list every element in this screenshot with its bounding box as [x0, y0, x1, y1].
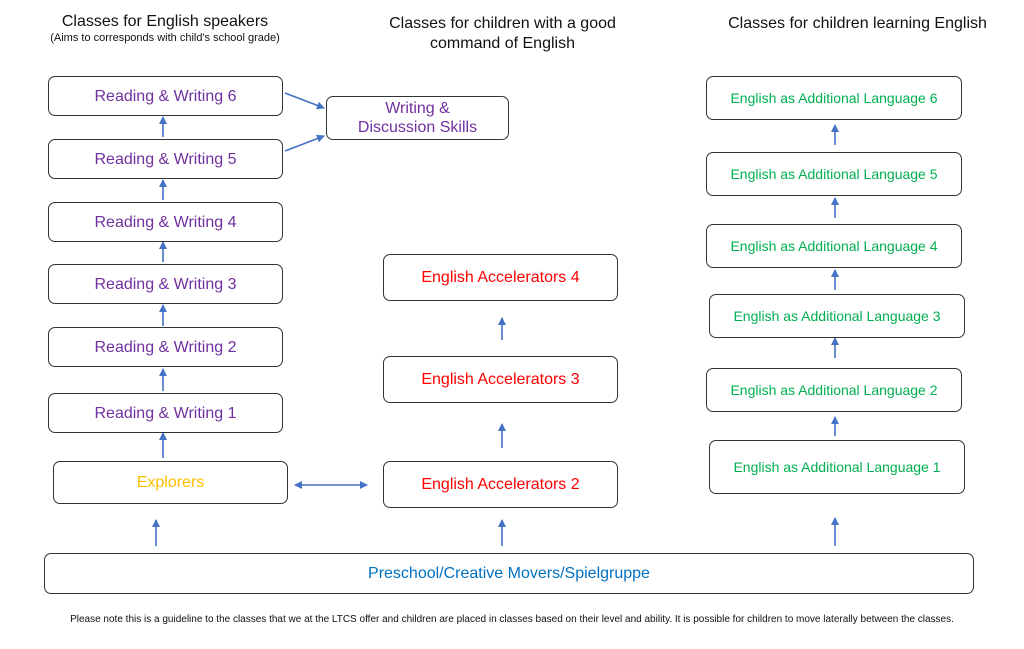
arrow-rw5-to-wd: [285, 136, 324, 151]
footer-note: Please note this is a guideline to the classes that we at the LTCS offer and children are placed in classes based on their level and ability. It is possible for children to move laterally between the classes.: [70, 614, 954, 625]
box-eal-2: English as Additional Language 2: [706, 368, 962, 412]
box-english-accelerators-4: English Accelerators 4: [383, 254, 618, 301]
box-reading-writing-3: Reading & Writing 3: [48, 264, 283, 304]
box-english-accelerators-3: English Accelerators 3: [383, 356, 618, 403]
box-eal-4: English as Additional Language 4: [706, 224, 962, 268]
box-reading-writing-2: Reading & Writing 2: [48, 327, 283, 367]
header-learning-english: Classes for children learning English: [728, 15, 987, 32]
box-reading-writing-1: Reading & Writing 1: [48, 393, 283, 433]
header-english-speakers-subtitle: (Aims to corresponds with child's school grade): [50, 32, 280, 44]
box-preschool: Preschool/Creative Movers/Spielgruppe: [44, 553, 974, 594]
box-reading-writing-4: Reading & Writing 4: [48, 202, 283, 242]
box-writing-discussion: Writing & Discussion Skills: [326, 96, 509, 140]
arrow-rw6-to-wd: [285, 93, 324, 108]
box-eal-1: English as Additional Language 1: [709, 440, 965, 494]
box-eal-3: English as Additional Language 3: [709, 294, 965, 338]
header-english-speakers: Classes for English speakers: [61, 13, 269, 30]
header-good-command: Classes for children with a good command of English: [389, 15, 616, 52]
box-explorers: Explorers: [53, 461, 288, 504]
box-english-accelerators-2: English Accelerators 2: [383, 461, 618, 508]
box-eal-6: English as Additional Language 6: [706, 76, 962, 120]
box-reading-writing-6: Reading & Writing 6: [48, 76, 283, 116]
box-reading-writing-5: Reading & Writing 5: [48, 139, 283, 179]
box-eal-5: English as Additional Language 5: [706, 152, 962, 196]
